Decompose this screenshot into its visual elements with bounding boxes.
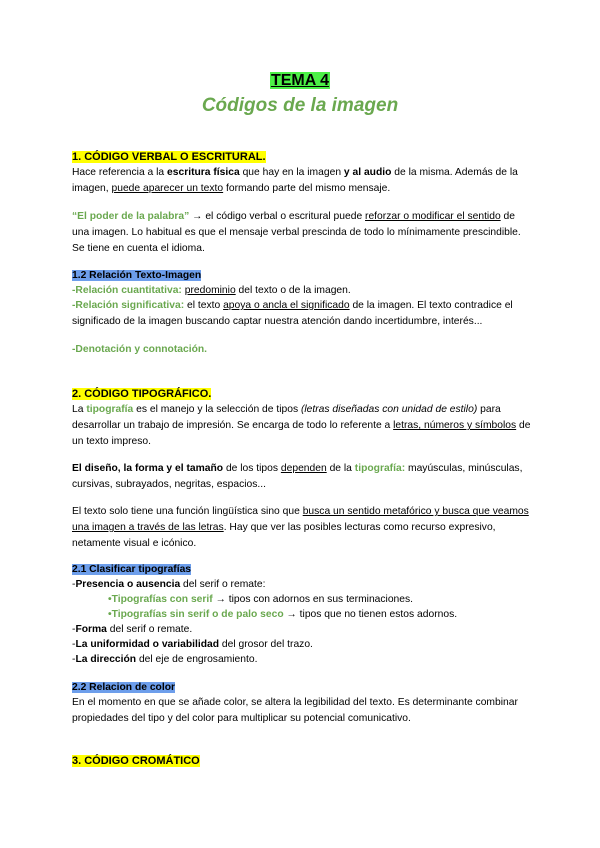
s1-paragraph-1: Hace referencia a la escritura física que hay en la imagen y al audio de la misma. Además de la imagen, puede aparecer un texto formando parte del mismo mensaje. (72, 167, 518, 194)
section-1-heading: 1. CÓDIGO VERBAL O ESCRITURAL. (72, 151, 266, 163)
s2-sub2-heading: 2.2 Relacion de color (72, 682, 176, 693)
s2-list-4: -Forma del serif o remate. (72, 624, 193, 635)
s2-paragraph-4: En el momento en que se añade color, se altera la legibilidad del texto. Es determinante combinar propiedades del tipo y del color para multiplicar su potencial comunicativo. (72, 697, 518, 724)
s1-relation-2: -Relación significativa: el texto apoya o ancla el significado de la imagen. El texto contradice el significado de la imagen buscando captar nuestra atención dando incertidumbre, interés... (72, 300, 513, 327)
s1-paragraph-2: “El poder de la palabra” → el código verbal o escritural puede reforzar o modificar el sentido de una imagen. Lo habitual es que el mensaje verbal prescinda de todo lo mínimamente prescindible. Se tiene en cuenta el idioma. (72, 211, 521, 254)
section-2-heading: 2. CÓDIGO TIPOGRÁFICO. (72, 388, 212, 400)
subtitle: Códigos de la imagen (201, 95, 399, 116)
s2-paragraph-3: El texto solo tiene una función lingüística sino que busca un sentido metafórico y busca que veamos una imagen a través de las letras. Hay que ver las posibles lecturas como recurso expresivo, netamente visual e icónico. (72, 506, 529, 549)
s2-paragraph-2: El diseño, la forma y el tamaño de los tipos dependen de la tipografía: mayúsculas, minúsculas, cursivas, subrayados, negritas, espacios... (72, 463, 523, 490)
s1-relation-1: -Relación cuantitativa: predominio del texto o de la imagen. (72, 285, 351, 296)
tema-title: TEMA 4 (270, 72, 330, 89)
s2-list-1: -Presencia o ausencia del serif o remate: (72, 579, 266, 590)
s2-list-2: •Tipografías con serif → tipos con adornos en sus terminaciones. (108, 594, 414, 605)
s1-sub-heading: 1.2 Relación Texto-Imagen (72, 270, 202, 281)
section-3-heading: 3. CÓDIGO CROMÁTICO (72, 755, 200, 767)
s2-paragraph-1: La tipografía es el manejo y la selección de tipos (letras diseñadas con unidad de estilo) para desarrollar un trabajo de impresión. Se encarga de todo lo referente a letras, números y símbolos de un texto impreso. (72, 404, 531, 447)
s1-relation-3: -Denotación y connotación. (72, 344, 208, 355)
s2-list-6: -La dirección del eje de engrosamiento. (72, 654, 258, 665)
s2-list-3: •Tipografías sin serif o de palo seco → tipos que no tienen estos adornos. (108, 609, 458, 620)
s2-sub1-heading: 2.1 Clasificar tipografías (72, 564, 192, 575)
s2-list-5: -La uniformidad o variabilidad del grosor del trazo. (72, 639, 313, 650)
